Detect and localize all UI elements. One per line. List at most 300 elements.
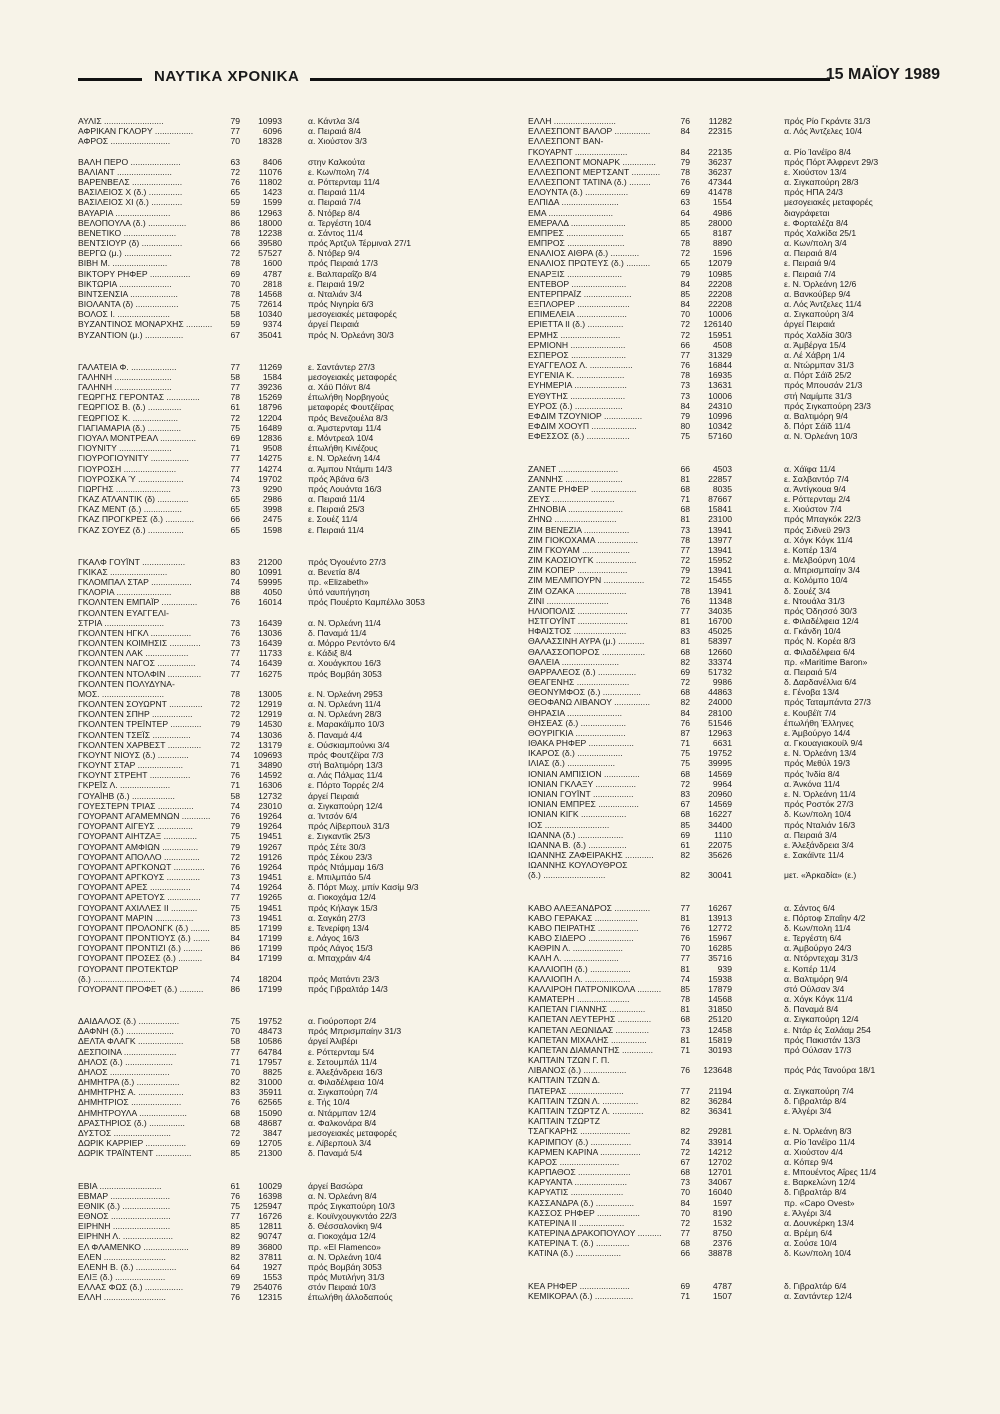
ship-status: α. Ρίο Ίανέϊρο 11/4 (784, 1136, 855, 1147)
ship-status: ε. Βαλπαραΐζο 8/4 (308, 268, 377, 279)
build-year: 82 (230, 1251, 240, 1262)
ship-name: ΓΟΥΟΡΑΝΤ ΑΧΙΛΛΕΣ ΙΙ ........... (78, 902, 198, 913)
tonnage: 13036 (258, 627, 282, 638)
build-year: 73 (680, 390, 690, 401)
ship-name: ΕΛ ΦΛΑΜΕΝΚΟ ................... (78, 1241, 189, 1252)
ship-row (528, 380, 908, 390)
ship-status: δ. Κων/πολη 10/4 (784, 1248, 852, 1259)
ship-name: ΘΕΟΝΥΜΦΟΣ (δ.) ................ (528, 687, 641, 698)
build-year: 83 (230, 1087, 240, 1098)
ship-name: ΕΛΛΕΣΠΟΝΤ ΜΕΡΤΣΑΝΤ ............ (528, 166, 661, 177)
ship-status: μετ. «Άρκαδία» (ε.) (784, 870, 857, 881)
build-year: 71 (230, 780, 240, 791)
tonnage: 28000 (708, 217, 732, 228)
ship-row (78, 1231, 458, 1241)
ship-name: ΕΛΙΞ (δ.) ..................... (78, 1272, 166, 1283)
ship-name: ΓΚΟΥΝΤ ΣΤΡΕΗΤ ................. (78, 770, 191, 781)
tonnage: 12732 (258, 790, 282, 801)
ship-status: α. Κων/πολη 3/4 (784, 238, 847, 249)
ship-row (528, 309, 908, 319)
ship-row (528, 779, 908, 789)
ship-status: πρός Νταλιάν 16/3 (784, 819, 856, 830)
ship-status: ε. Πειραιά 7/4 (784, 268, 836, 279)
ship-row (78, 964, 458, 974)
ship-row (78, 382, 458, 392)
ship-name: ΕΡΜΗΣ ......................... (528, 329, 621, 340)
tonnage: 22315 (708, 126, 732, 137)
ship-name: ΓΟΥΟΡΑΝΤ ΑΓΑΜΕΜΝΩΝ ............ (78, 811, 211, 821)
ship-row (528, 360, 908, 370)
build-year: 77 (230, 361, 240, 372)
tonnage: 33914 (708, 1136, 732, 1147)
ship-row (528, 943, 908, 953)
tonnage: 6096 (262, 126, 282, 137)
ship-name: ΕΠΙΜΕΛΕΙΑ ..................... (528, 309, 627, 320)
ship-row (78, 709, 458, 719)
ship-name: ΔΑΦΝΗ (δ.) .................... (78, 1026, 174, 1037)
tonnage: 8035 (712, 483, 732, 494)
tonnage: 16844 (708, 360, 732, 371)
ship-row (528, 758, 908, 768)
build-year: 77 (230, 892, 240, 903)
ship-name: ΖΙΜ ΚΑΟΣΙΟΥΓΚ ................. (528, 555, 637, 566)
build-year: 81 (680, 616, 690, 627)
ship-name: ΓΚΛΟΡΙΑ ....................... (78, 587, 172, 598)
tonnage: 1553 (262, 1272, 282, 1283)
ship-row (528, 494, 908, 504)
ship-name: ΕΒΜΑΡ ......................... (78, 1190, 171, 1201)
ship-row (78, 362, 458, 372)
ship-row (528, 923, 908, 933)
ship-name: ΚΑΡΥΑΤΙΣ ...................... (528, 1187, 624, 1198)
ship-row (78, 1292, 458, 1302)
tonnage: 16227 (708, 809, 732, 820)
ship-status: ε. Μόντρεαλ 10/4 (308, 432, 374, 443)
ship-row (528, 860, 908, 870)
tonnage: 30041 (708, 870, 732, 881)
ship-row (78, 648, 458, 658)
ship-status: α. Ν. Όρλεάνη 11/4 (308, 617, 381, 628)
build-year: 71 (680, 1290, 690, 1301)
ship-status: α. Πειραιά 11/4 (308, 494, 365, 505)
build-year: 75 (680, 758, 690, 769)
ship-row (78, 484, 458, 494)
tonnage: 14569 (708, 799, 732, 810)
ship-name: ΓΚΟΥΝΤ ΝΙΟΥΣ (δ.) ............. (78, 749, 189, 760)
ship-row (528, 126, 908, 136)
ship-status: πρός Χαλκίδα 25/1 (784, 227, 857, 238)
ship-status: α. Βαλτιμόρη 9/4 (784, 410, 848, 421)
ship-name: ΚΑΤΕΡΙΝΑ ΔΡΑΚΟΠΟΥΛΟΥ .......... (528, 1228, 662, 1239)
ship-status: ε. Άλγέρι 3/4 (784, 1105, 832, 1116)
ship-row (528, 299, 908, 309)
ship-status: α. Ρόττερνταμ 11/4 (308, 177, 380, 188)
build-year: 82 (230, 1077, 240, 1088)
ship-name: ΓΟΥΟΡΑΝΤ ΠΡΟΦΕΤ (δ.) .......... (78, 983, 204, 994)
ship-row (78, 197, 458, 207)
tonnage: 14274 (258, 463, 282, 474)
tonnage: 21300 (258, 1148, 282, 1159)
ship-name: ΔΥΣΤΟΣ ........................ (78, 1127, 171, 1138)
build-year: 71 (680, 738, 690, 749)
ship-row (528, 636, 908, 646)
ship-name: ΘΑΛΑΣΣΙΝΗ ΑΥΡΑ (μ.) ........... (528, 636, 645, 647)
ship-row (528, 1281, 908, 1291)
ship-row (78, 1282, 458, 1292)
tonnage: 35041 (258, 329, 282, 340)
build-year: 72 (230, 699, 240, 710)
build-year: 76 (680, 177, 690, 188)
build-year: 71 (230, 443, 240, 454)
tonnage: 126140 (703, 319, 732, 330)
tonnage: 47344 (708, 177, 732, 188)
ship-name: ΙΩΑΝΝΗΣ ΖΑΦΕΙΡΑΚΗΣ ............ (528, 850, 654, 861)
tonnage: 12772 (708, 922, 732, 933)
tonnage: 2986 (262, 494, 282, 505)
ship-row (528, 1055, 908, 1065)
tonnage: 31000 (258, 1077, 282, 1088)
page-header (78, 68, 938, 92)
tonnage: 939 (717, 963, 732, 974)
ship-name: ΓΚΑΖ ΣΟΥΕΖ (δ.) ............... (78, 524, 184, 535)
ship-row (78, 618, 458, 628)
build-year: 64 (680, 207, 690, 218)
ship-status: α. Βαλτιμόρη 9/4 (784, 973, 848, 984)
tonnage: 13179 (258, 739, 282, 750)
ship-row (528, 1198, 908, 1208)
ship-name: ΕΦΔΙΜ ΧΟΟΥΠ ................... (528, 421, 637, 432)
ship-row (78, 628, 458, 638)
ship-name: ΗΣΤΓΟΥΪΝΤ ..................... (528, 616, 628, 627)
ship-name: ΓΟΥΟΡΑΝΤ ΠΡΟΤΕΚΤΩΡ (78, 963, 179, 974)
ship-status: πρ. «El Flamenco» (308, 1241, 381, 1252)
ship-status: α. Μπαχράιν 4/4 (308, 953, 371, 964)
build-year: 78 (680, 370, 690, 381)
ship-name: ΙΟΝΙΑΝ ΓΟΥΪΝΤ ................. (528, 789, 634, 799)
tonnage: 57527 (258, 248, 282, 259)
ship-name: ΔΗΛΟΣ (δ.) .................... (78, 1056, 173, 1067)
ship-name: ΕΞΠΛΟΡΕΡ ...................... (528, 299, 630, 310)
build-year: 69 (680, 1280, 690, 1291)
ship-name: ΒΙΚΤΩΡΙΑ ...................... (78, 278, 172, 289)
build-year: 81 (680, 963, 690, 974)
ship-name: ΕΝΑΡΞΙΣ ....................... (528, 268, 622, 279)
tonnage: 19451 (258, 912, 282, 923)
ship-name: ΙΩΑΝΝΗΣ ΚΟΥΛΟΥΘΡΟΣ (528, 860, 628, 871)
tonnage: 4787 (712, 1280, 732, 1291)
build-year: 72 (680, 1146, 690, 1157)
build-year: 78 (230, 258, 240, 269)
ship-row (78, 433, 458, 443)
ship-status: ε. Πειραιά 9/4 (784, 258, 836, 269)
ship-row (78, 1067, 458, 1077)
ship-status: δ. Γιβραλτάρ 8/4 (784, 1095, 847, 1106)
ship-name: ΘΑΡΡΑΛΕΟΣ (δ.) ................ (528, 666, 637, 677)
ship-name: ΘΑΛΕΙΑ ........................ (528, 656, 620, 667)
tonnage: 12963 (708, 727, 732, 738)
ship-status: ε. Σαλβαντόρ 7/4 (784, 473, 849, 484)
tonnage: 16935 (708, 370, 732, 381)
tonnage: 48687 (258, 1117, 282, 1128)
build-year: 78 (680, 238, 690, 249)
ship-status: α. Ρίο Ίανέϊρο 8/4 (784, 146, 851, 157)
ship-name: ΒΑΛΙΑΝΤ ....................... (78, 166, 172, 177)
build-year: 75 (230, 1016, 240, 1027)
ship-status: α. Χάϋ Πόϊντ 8/4 (308, 382, 371, 393)
tonnage: 109693 (253, 749, 282, 760)
tonnage: 15967 (708, 933, 732, 944)
ship-name: ΓΚΟΛΝΤΕΝ ΣΟΥΩΡΝΤ .............. (78, 699, 203, 710)
ship-status: ε. Μαρακάϊμπο 10/3 (308, 719, 385, 730)
tonnage: 14530 (258, 719, 282, 730)
ship-row (528, 474, 908, 484)
tonnage: 57160 (708, 431, 732, 442)
tonnage: 31329 (708, 349, 732, 360)
build-year: 72 (230, 166, 240, 177)
ship-row (78, 750, 458, 760)
ship-name: ΕΜΑ ........................... (528, 207, 614, 218)
ship-row (528, 330, 908, 340)
tonnage: 13005 (258, 688, 282, 699)
tonnage: 12079 (708, 258, 732, 269)
ship-status: ε. Κων/πολη 7/4 (308, 166, 370, 177)
ship-row (78, 882, 458, 892)
build-year: 77 (680, 1228, 690, 1239)
build-year: 86 (230, 983, 240, 994)
ship-name: ΒΑΛΗ ΠΕΡΟ ..................... (78, 156, 181, 167)
ship-name: ΚΑΒΟ ΓΕΡΑΚΑΣ .................. (528, 912, 638, 923)
ship-row (78, 740, 458, 750)
ship-status: ε. Ν. Όρλεάνη 2953 (308, 688, 383, 699)
ship-name: ΙΘΑΚΑ ΡΗΦΕΡ ................... (528, 738, 634, 749)
ship-name: ΚΑΠΕΤΑΝ ΔΙΑΜΑΝΤΗΣ ............. (528, 1044, 654, 1055)
ship-status: α. Λός Άντζελες 11/4 (784, 299, 862, 310)
ship-name: ΙΩΑΝΝΑ Β. (δ.) ................ (528, 839, 627, 850)
build-year: 81 (680, 1004, 690, 1015)
ship-status: ε. Φιλαδέλφεια 12/4 (784, 616, 859, 627)
ship-name: ΓΕΩΡΓΙΟΣ Κ. ................... (78, 412, 178, 423)
ship-status: στόν Πειραιά 10/3 (308, 1282, 376, 1293)
tonnage: 44863 (708, 687, 732, 698)
build-year: 76 (230, 1292, 240, 1303)
tonnage: 17199 (258, 922, 282, 933)
ship-name: ΘΗΣΕΑΣ (δ.) ................... (528, 717, 627, 728)
tonnage: 1554 (712, 197, 732, 208)
tonnage: 4050 (262, 587, 282, 598)
ship-row (528, 218, 908, 228)
ship-name: ΓΑΛΗΝΗ ........................ (78, 371, 172, 382)
build-year: 84 (680, 707, 690, 718)
ship-name: ΕΜΠΡΕΣ ........................ (528, 227, 624, 238)
ship-row (528, 850, 908, 860)
tonnage: 30193 (708, 1044, 732, 1055)
ship-name: ΓΟΥΟΡΑΝΤ ΜΑΡΙΝ ................ (78, 912, 194, 923)
build-year: 76 (680, 717, 690, 728)
ship-name: ΖΙΜ ΚΟΠΕΡ ..................... (528, 565, 628, 576)
ship-row (78, 474, 458, 484)
ship-name: ΚΑΠΤΑΙΝ ΤΖΩΝ Λ. ............... (528, 1095, 639, 1106)
ship-name: ΕΝΤΕΒΟΡ ....................... (528, 278, 627, 289)
ship-name: ΓΟΥΕΣΤΕΡΝ ΤΡΙΑΣ ............... (78, 800, 194, 811)
ship-status: α. Σιγκαπούρη 3/4 (784, 309, 854, 320)
ship-name: ΓΟΥΟΡΑΝΤ ΑΡΓΚΟΝΩΤ ............. (78, 861, 205, 872)
ship-status: ε. Μπιλμπάο 5/4 (308, 872, 371, 883)
ship-status: α. Πειραιά 7/4 (308, 197, 361, 208)
build-year: 68 (230, 1117, 240, 1128)
ship-row (78, 1191, 458, 1201)
ship-name: ΜΟΣ. .......................... (78, 688, 165, 699)
ship-name: ΓΙΟΥΡΟΣΚΑ Ύ ................... (78, 473, 184, 484)
ship-status: ε. Ντάρ ές Σαλάαμ 254 (784, 1024, 871, 1035)
ship-name: ΕΡΜΙΟΝΗ ....................... (528, 339, 626, 350)
ship-name: ΓΚΟΛΝΤΕΝ ΕΜΠΑΪΡ ............... (78, 597, 198, 608)
ship-status: πρός Σέτε 30/3 (308, 841, 366, 852)
ship-row (78, 248, 458, 258)
tonnage: 21194 (708, 1085, 732, 1096)
build-year: 77 (680, 544, 690, 555)
build-year: 72 (230, 851, 240, 862)
ship-row (78, 1026, 458, 1036)
ship-name: ΔΗΜΗΤΡΙΟΣ ..................... (78, 1097, 182, 1108)
ship-row (528, 258, 908, 268)
ship-list-section (78, 1181, 458, 1303)
build-year: 76 (230, 811, 240, 821)
ship-name: ΕΙΡΗΝΗ ........................ (78, 1221, 171, 1232)
ship-row (78, 608, 458, 618)
ship-status: ε. Πόρτοφ Σπαΐην 4/2 (784, 912, 866, 923)
build-year: 81 (680, 1034, 690, 1045)
ship-name: ΙΩΑΝΝΑ (δ.) ................... (528, 829, 624, 840)
tonnage: 8406 (262, 156, 282, 167)
ship-status: α. Σιγκαπούρη 28/3 (784, 177, 859, 188)
tonnage: 24000 (708, 697, 732, 708)
ship-row (528, 953, 908, 963)
tonnage: 16306 (258, 780, 282, 791)
tonnage: 9374 (262, 319, 282, 330)
ship-row (528, 514, 908, 524)
tonnage: 19267 (258, 841, 282, 852)
ship-name: ΚΑΤΕΡΙΝΑ Τ. (δ.) .............. (528, 1238, 630, 1249)
ship-status: δ. Πόρτ Σάϊδ 11/4 (784, 421, 851, 432)
ship-status: α. Ν. Όρλεάνη 11/4 (308, 699, 381, 710)
ship-status: δ. Παναμά 5/4 (308, 1148, 363, 1159)
ship-name: ΙΟΝΙΑΝ ΚΙΓΚ ................... (528, 809, 627, 820)
build-year: 82 (680, 850, 690, 861)
ship-status: α. Βρέμη 6/4 (784, 1228, 833, 1239)
ship-list-section (78, 116, 458, 340)
ship-name: ΕΣΠΕΡΟΣ ....................... (528, 349, 627, 360)
build-year: 61 (230, 1180, 240, 1191)
tonnage: 12660 (708, 646, 732, 657)
build-year: 72 (230, 709, 240, 720)
ship-status: α. Ν. Όρλεάνη 8/4 (308, 1190, 377, 1201)
tonnage: 15841 (708, 504, 732, 515)
ship-name: ΚΕΜΙΚΟΡΑΛ (δ.) ................ (528, 1290, 634, 1301)
tonnage: 13941 (708, 565, 732, 576)
ship-status: άργεί Άλιβέρι (308, 1036, 358, 1047)
ship-status: ε. Ν. Όρλεάνη 13/4 (784, 748, 857, 759)
ship-name: ΙΟΝΙΑΝ ΓΚΛΑΞΥ ................. (528, 778, 637, 789)
ship-name: ΓΚΟΛΝΤΕΝ ΗΓΚΛ ................. (78, 627, 192, 638)
tonnage: 25120 (708, 1014, 732, 1025)
ship-status: πρός Μπρισμπαίην 31/3 (308, 1026, 402, 1037)
ship-row (528, 606, 908, 616)
build-year: 70 (680, 309, 690, 320)
tonnage: 9290 (262, 483, 282, 494)
ship-status: ε. Φορταλέζα 8/4 (784, 217, 848, 228)
build-year: 75 (230, 422, 240, 433)
ship-name: ΓΙΑΓΙΑΜΑΡΙΑ (δ.) .............. (78, 422, 182, 433)
ship-row (78, 760, 458, 770)
ship-row (78, 597, 458, 607)
build-year: 84 (230, 933, 240, 944)
ship-name: ΕΛΛΗ .......................... (528, 116, 616, 126)
build-year: 73 (680, 1177, 690, 1188)
tonnage: 3998 (262, 504, 282, 515)
build-year: 74 (230, 973, 240, 984)
tonnage: 18204 (258, 973, 282, 984)
tonnage: 14212 (708, 1146, 732, 1157)
ship-status: δ. Ντόβερ 9/4 (308, 248, 360, 259)
build-year: 72 (680, 677, 690, 688)
ship-row (78, 1148, 458, 1158)
ship-row (528, 187, 908, 197)
build-year: 77 (230, 1211, 240, 1222)
ship-row (78, 689, 458, 699)
ship-name: ΕΛΛΕΣΠΟΝΤ ΒΑΛΟΡ ............... (528, 126, 651, 137)
build-year: 82 (680, 870, 690, 881)
ship-row (528, 1177, 908, 1187)
build-year: 71 (680, 1044, 690, 1055)
tonnage: 15952 (708, 555, 732, 566)
ship-name: ΚΑΡΥΑΝΤΑ ...................... (528, 1177, 628, 1188)
ship-list-section (528, 1281, 908, 1301)
ship-row (528, 1035, 908, 1045)
build-year: 83 (680, 626, 690, 637)
ship-row (528, 677, 908, 687)
build-year: 79 (230, 821, 240, 832)
ship-row (78, 984, 458, 994)
ship-status: ε. Άλεξάνδρεια 16/3 (308, 1066, 383, 1077)
build-year: 70 (680, 1207, 690, 1218)
build-year: 68 (680, 768, 690, 779)
ship-name: ΔΕΣΠΟΙΝΑ ...................... (78, 1046, 177, 1057)
ship-status: ύπό ναυπήγηση (308, 587, 370, 598)
build-year: 58 (230, 790, 240, 801)
tonnage: 19126 (258, 851, 282, 862)
build-year: 70 (230, 1026, 240, 1037)
tonnage: 13941 (708, 524, 732, 535)
ship-row (528, 248, 908, 258)
ship-status: στό Ούλσαν 3/4 (784, 983, 845, 994)
tonnage: 8190 (712, 1207, 732, 1218)
tonnage: 16275 (258, 668, 282, 679)
ship-row (78, 1057, 458, 1067)
build-year: 72 (230, 248, 240, 259)
ship-name: ΖΑΝΤΕ ΡΗΦΕΡ ................... (528, 483, 637, 494)
tonnage: 15090 (258, 1107, 282, 1118)
tonnage: 39995 (708, 758, 732, 769)
ship-row (78, 658, 458, 668)
ship-status: πρός Ματάντι 23/3 (308, 973, 380, 984)
ship-status: πρός Ν. Κορέα 8/3 (784, 636, 856, 647)
ship-row (78, 669, 458, 679)
build-year: 66 (680, 339, 690, 350)
ship-name: ΔΕΛΤΑ ΦΛΑΓΚ ................... (78, 1036, 184, 1047)
build-year: 67 (680, 799, 690, 810)
tonnage: 19451 (258, 831, 282, 842)
build-year: 85 (230, 1221, 240, 1232)
